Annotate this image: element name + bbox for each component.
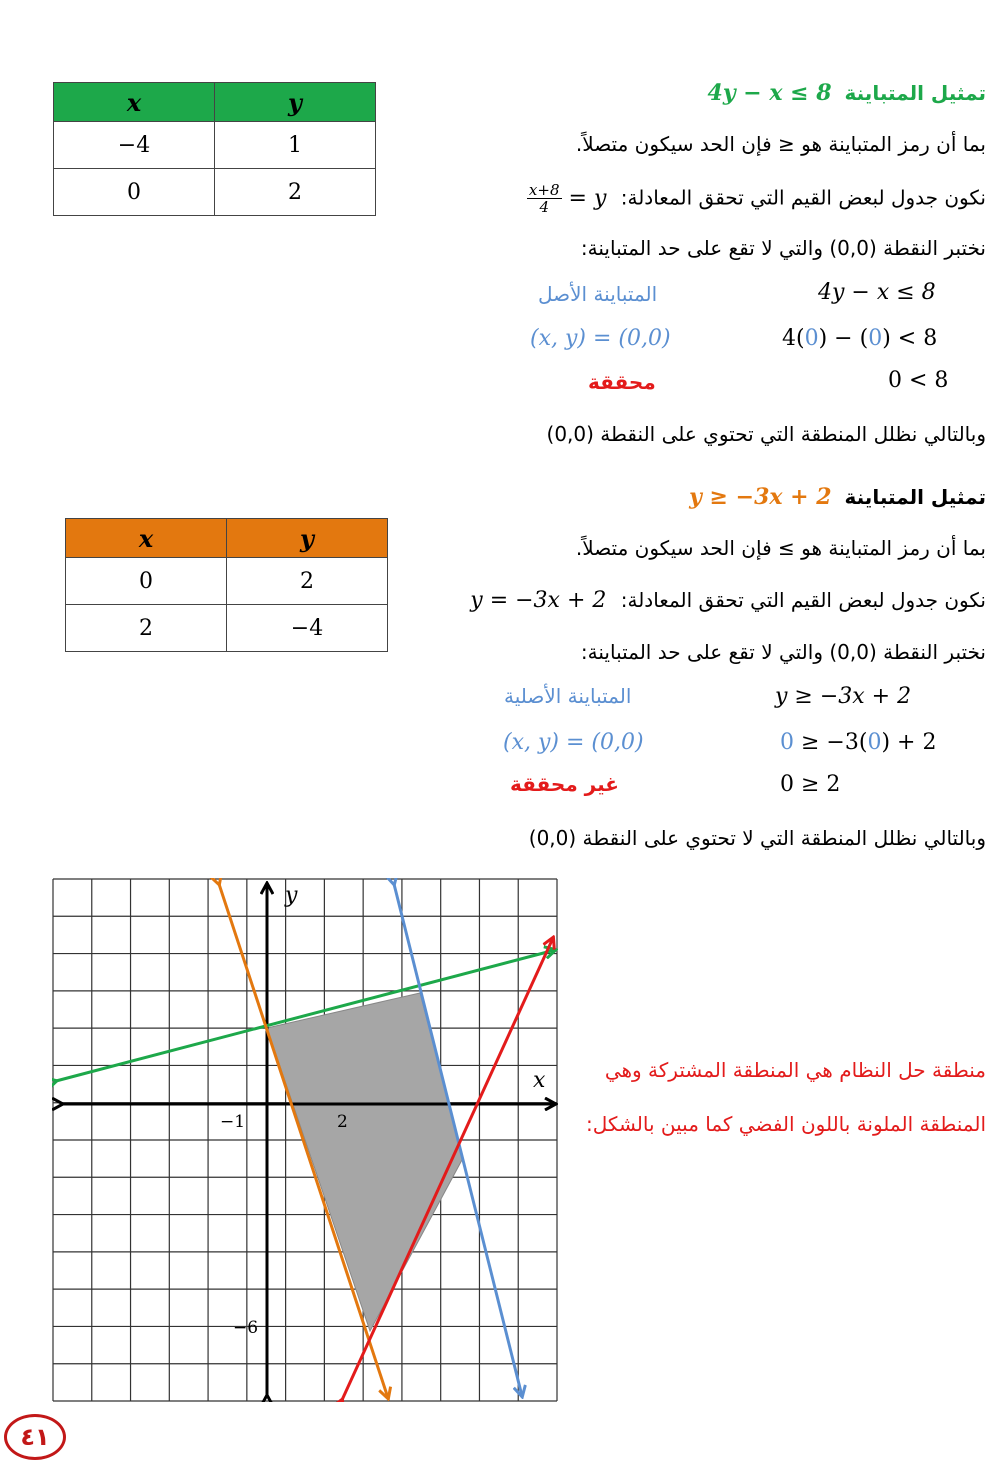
section1-equation: y = $\frac{x+8}{4}$ bbox=[528, 181, 607, 216]
tick-label: −1 bbox=[220, 1112, 246, 1132]
table-header-x: x bbox=[66, 519, 227, 558]
section1-line1: بما أن رمز المتباينة هو ≤ فإن الحد سيكون متصلاً. bbox=[575, 132, 986, 156]
system-graph bbox=[52, 878, 558, 1402]
table-row bbox=[54, 169, 376, 216]
table-cell: 2 bbox=[66, 605, 227, 652]
section1-title-ar: تمثيل المتباينة bbox=[844, 81, 986, 105]
section2-orig-ineq: y ≥ −3x + 2 bbox=[775, 684, 912, 709]
section2-equation: y = −3x + 2 bbox=[470, 588, 607, 613]
section2-conclusion: وبالتالي نظلل المنطقة التي لا تحتوي على النقطة (0,0) bbox=[528, 826, 986, 850]
section2-line2: نكون جدول لبعض القيم التي تحقق المعادلة: y = −3x + 2 bbox=[470, 588, 986, 613]
section1-conclusion: وبالتالي نظلل المنطقة التي تحتوي على النقطة (0,0) bbox=[546, 422, 986, 446]
table-cell: 2 bbox=[215, 169, 376, 216]
table-cell: −4 bbox=[227, 605, 388, 652]
section1-line2: نكون جدول لبعض القيم التي تحقق المعادلة: y = $\frac{x+8}{4}$ bbox=[528, 181, 986, 216]
table-cell: 2 bbox=[227, 558, 388, 605]
section1-orig-ineq: 4y − x ≤ 8 bbox=[818, 280, 936, 305]
section2-title-math: y ≥ −3x + 2 bbox=[689, 484, 832, 510]
tick-label: 2 bbox=[337, 1112, 348, 1132]
section2-title bbox=[689, 484, 986, 510]
section2-line3: نختبر النقطة (0,0) والتي لا تقع على حد المتباينة: bbox=[580, 640, 986, 664]
table-row bbox=[66, 558, 388, 605]
table-row bbox=[66, 605, 388, 652]
section2-title-ar: تمثيل المتباينة bbox=[844, 485, 986, 509]
table-header-y: y bbox=[215, 83, 376, 122]
tick-label: −6 bbox=[233, 1318, 259, 1338]
section1-table bbox=[53, 82, 376, 216]
section2-orig-label: المتباينة الأصلية bbox=[504, 684, 632, 708]
table-cell: −4 bbox=[54, 122, 215, 169]
section1-point-label: (x, y) = (0,0) bbox=[530, 326, 671, 351]
section2-point-label: (x, y) = (0,0) bbox=[503, 730, 644, 755]
page-number-badge bbox=[4, 1414, 66, 1460]
section2-table bbox=[65, 518, 388, 652]
table-header-y: y bbox=[227, 519, 388, 558]
section1-substitution: 4(0) − (0) < 8 bbox=[782, 326, 938, 351]
table-cell: 1 bbox=[215, 122, 376, 169]
section1-title bbox=[708, 80, 986, 106]
section2-substitution: 0 ≥ −3(0) + 2 bbox=[780, 730, 937, 755]
solution-note-line1: منطقة حل النظام هي المنطقة المشتركة وهي bbox=[604, 1058, 986, 1082]
section2-line1: بما أن رمز المتباينة هو ≥ فإن الحد سيكون متصلاً. bbox=[575, 536, 986, 560]
x-axis-label: x bbox=[533, 1068, 546, 1093]
section1-result-ineq: 0 < 8 bbox=[888, 368, 949, 393]
section2-result-label: غير محققة bbox=[510, 772, 619, 796]
table-header-x: x bbox=[54, 83, 215, 122]
table-cell: 0 bbox=[54, 169, 215, 216]
section1-result-label: محققة bbox=[588, 370, 656, 394]
section2-result-ineq: 0 ≥ 2 bbox=[780, 772, 841, 797]
section1-orig-label: المتباينة الأصل bbox=[538, 282, 658, 306]
section1-title-math: 4y − x ≤ 8 bbox=[707, 80, 832, 106]
table-row bbox=[54, 122, 376, 169]
table-cell: 0 bbox=[66, 558, 227, 605]
y-axis-label: y bbox=[285, 883, 298, 908]
section1-line3: نختبر النقطة (0,0) والتي لا تقع على حد المتباينة: bbox=[580, 236, 986, 260]
page-number: ٤١ bbox=[20, 1423, 50, 1451]
solution-note-line2: المنطقة الملونة باللون الفضي كما مبين بالشكل: bbox=[586, 1112, 986, 1136]
